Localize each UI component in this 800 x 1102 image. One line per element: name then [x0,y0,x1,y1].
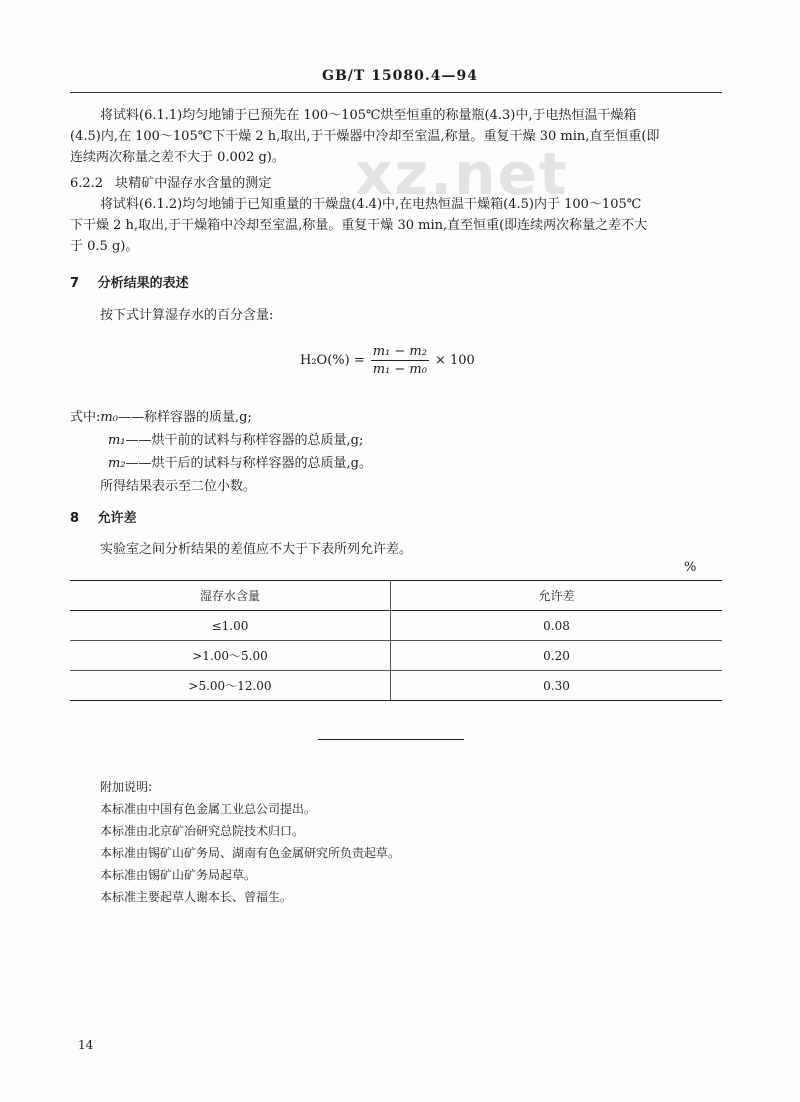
table-row [70,641,722,671]
table-cell: 0.08 [391,611,723,641]
page-number: 14 [78,1038,94,1052]
header-rule [70,92,722,93]
watermark: xz.net [355,140,569,208]
paragraph-6-2-2 [70,194,720,257]
formula-rhs: × 100 [434,353,475,368]
symbol: m₁ [108,433,126,448]
rounding-note: 所得结果表示至二位小数。 [100,479,257,494]
definition: ——烘干后的试料与称样容器的总质量,g。 [125,456,373,471]
symbol: m₂ [108,456,126,471]
note-line: 本标准由中国有色金属工业总公司提出。 [100,802,317,816]
notes-title: 附加说明: [100,780,153,794]
paragraph-line: 连续两次称量之差不大于 0.002 g)。 [70,150,285,165]
symbol-definitions [70,406,372,498]
section-number: 6.2.2 [70,176,104,191]
section-8-heading [70,507,137,526]
section-title: 允许差 [97,511,137,526]
column-header: 湿存水含量 [70,581,391,611]
table-cell: >5.00～12.00 [70,671,391,701]
symbol: m₀ [100,410,118,425]
table-row [70,671,722,701]
table-cell: 0.20 [391,641,723,671]
section-title: 块精矿中湿存水含量的测定 [115,176,272,191]
paragraph-line: 下干燥 2 h,取出,于干燥箱中冷却至室温,称量。重复干燥 30 min,直至恒重(即连续两次称量之差不大 [70,218,648,233]
note-line: 本标准由锡矿山矿务局起草。 [100,868,257,882]
tolerance-table [70,580,722,701]
definition: ——称样容器的质量,g; [117,410,252,425]
additional-notes [100,776,400,908]
section-6-2-2-heading [70,172,271,191]
table-cell: ≤1.00 [70,611,391,641]
paragraph-line: 于 0.5 g)。 [70,239,139,254]
formula-fraction [371,344,429,377]
moisture-formula [300,344,475,377]
formula-lhs: H₂O(%) = [300,353,365,368]
note-line: 本标准由北京矿冶研究总院技术归口。 [100,824,305,838]
table-row [70,611,722,641]
table-unit: % [684,560,697,575]
note-line: 本标准由锡矿山矿务局、湖南有色金属研究所负责起草。 [100,846,401,860]
definition-row [70,406,372,429]
section-number: 8 [70,511,80,526]
section-number: 7 [70,276,80,291]
note-line: 本标准主要起草人谢本长、曾福生。 [100,890,293,904]
definition-row [70,429,372,452]
document-header: GB/T 15080.4—94 [322,68,478,84]
formula-denominator: m₁ − m₀ [372,362,427,377]
calculation-intro: 按下式计算湿存水的百分含量: [100,308,274,323]
table-cell: >1.00～5.00 [70,641,391,671]
formula-numerator: m₁ − m₂ [372,344,427,359]
section-7-heading [70,272,189,291]
paragraph-line: (4.5)内,在 100～105℃下干燥 2 h,取出,于干燥器中冷却至室温,称量。重复干燥 30 min,直至恒重(即 [70,129,660,144]
column-header: 允许差 [391,581,723,611]
where-prefix: 式中: [70,410,101,425]
paragraph-line: 将试料(6.1.1)均匀地铺于已预先在 100～105℃烘至恒重的称量瓶(4.3)中,于电热恒温干燥箱 [100,108,637,123]
table-cell: 0.30 [391,671,723,701]
paragraph-line: 将试料(6.1.2)均匀地铺于已知重量的干燥盘(4.4)中,在电热恒温干燥箱(4.5)内于 100～105℃ [100,197,642,212]
tolerance-intro: 实验室之间分析结果的差值应不大于下表所列允许差。 [100,542,413,557]
end-rule [318,739,464,740]
definition-row [70,452,372,475]
table-header-row [70,581,722,611]
definition: ——烘干前的试料与称样容器的总质量,g; [125,433,364,448]
paragraph-6-2-1 [70,105,720,168]
section-title: 分析结果的表述 [97,276,189,291]
